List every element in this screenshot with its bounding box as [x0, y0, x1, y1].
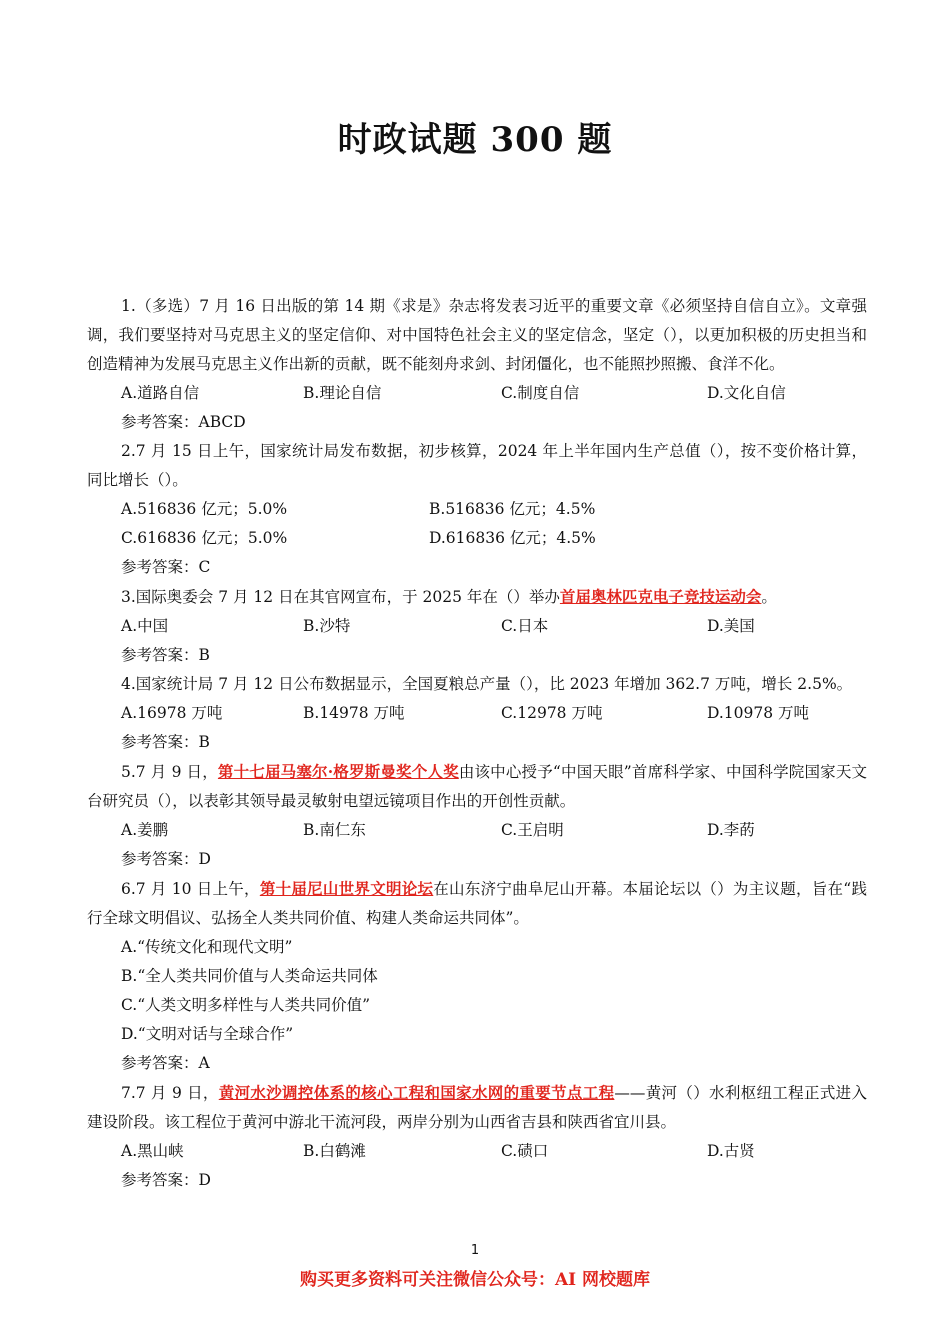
question-2-answer: 参考答案：C: [121, 558, 211, 576]
question-3-text-pre: 3.国际奥委会 7 月 12 日在其官网宣布，于 2025 年在（）举办: [121, 588, 560, 606]
option-c: C.12978 万吨: [501, 704, 603, 722]
option-d: D.古贤: [707, 1142, 755, 1160]
page-title: 时政试题 300 题: [337, 120, 613, 160]
question-5-answer: 参考答案：D: [121, 850, 211, 868]
option-b: B.“全人类共同价值与人类命运共同体: [121, 967, 378, 985]
option-d: D.美国: [707, 617, 755, 635]
question-7-text-pre: 7.7 月 9 日，: [121, 1084, 219, 1102]
question-3-text-post: 。: [761, 588, 777, 606]
option-d: D.李菂: [707, 821, 755, 839]
option-c: C.碛口: [501, 1142, 549, 1160]
option-a: A.中国: [121, 617, 169, 635]
option-b: B.14978 万吨: [303, 704, 405, 722]
option-c: C.制度自信: [501, 384, 580, 402]
option-d: D.616836 亿元；4.5%: [429, 529, 596, 547]
option-b: B.理论自信: [303, 384, 382, 402]
question-2-options-row-2: [87, 524, 867, 553]
option-a: A.16978 万吨: [121, 704, 223, 722]
question-6-highlight-link[interactable]: 第十届尼山世界文明论坛: [259, 879, 434, 898]
question-1-answer: 参考答案：ABCD: [121, 413, 246, 431]
question-5-highlight-link[interactable]: 第十七届马塞尔·格罗斯曼奖个人奖: [217, 762, 459, 781]
question-4: [87, 670, 867, 757]
option-b: B.白鹤滩: [303, 1142, 366, 1160]
option-c: C.王启明: [501, 821, 564, 839]
question-3-answer: 参考答案：B: [121, 646, 210, 664]
question-5-text-pre: 5.7 月 9 日，: [121, 763, 218, 781]
question-5-text: [87, 757, 867, 816]
option-b: B.沙特: [303, 617, 351, 635]
question-2: [87, 437, 867, 582]
option-c: C.日本: [501, 617, 549, 635]
option-c: C.“人类文明多样性与人类共同价值”: [121, 996, 371, 1014]
question-7-text: [87, 1078, 867, 1137]
question-4-options: [87, 699, 867, 728]
option-a: A.“传统文化和现代文明”: [121, 938, 293, 956]
question-4-text: 4.国家统计局 7 月 12 日公布数据显示，全国夏粮总产量（），比 2023 年增加 362.7 万吨，增长 2.5%。: [121, 675, 853, 693]
question-3-text: [87, 582, 867, 612]
option-c: C.616836 亿元；5.0%: [121, 529, 288, 547]
question-6-text-post: 在山东济宁曲阜尼山开幕。本届论坛以（）为主议题，旨在“践行全球文明倡议、弘扬全人类共同价值、构建人类命运共同体”。: [87, 880, 867, 927]
question-5: [87, 757, 867, 874]
option-b: B.南仁东: [303, 821, 366, 839]
option-a: A.姜鹏: [121, 821, 169, 839]
question-6: [87, 874, 867, 1078]
question-2-options-row-1: [87, 495, 867, 524]
option-d: D.文化自信: [707, 384, 786, 402]
option-d: D.10978 万吨: [707, 704, 810, 722]
question-3-highlight-link[interactable]: 首届奥林匹克电子竞技运动会: [559, 587, 762, 606]
question-7-highlight-link[interactable]: 黄河水沙调控体系的核心工程和国家水网的重要节点工程: [218, 1083, 615, 1102]
question-6-text-pre: 6.7 月 10 日上午，: [121, 880, 260, 898]
question-4-answer: 参考答案：B: [121, 733, 210, 751]
question-1-options: [87, 379, 867, 408]
footer-promo: 购买更多资料可关注微信公众号：AI 网校题库: [299, 1270, 651, 1290]
question-7-text-post: ——黄河（）水利枢纽工程正式进入建设阶段。该工程位于黄河中游北干流河段，两岸分别为山西省吉县和陕西省宜川县。: [87, 1084, 867, 1131]
question-3: [87, 582, 867, 670]
question-6-text: [87, 874, 867, 933]
question-1: [87, 292, 867, 437]
page-number: 1: [470, 1243, 480, 1258]
question-7-options: [87, 1137, 867, 1166]
question-7: [87, 1078, 867, 1195]
question-3-options: [87, 612, 867, 641]
question-7-answer: 参考答案：D: [121, 1171, 211, 1189]
option-a: A.516836 亿元；5.0%: [121, 500, 288, 518]
option-d: D.“文明对话与全球合作”: [121, 1025, 294, 1043]
option-b: B.516836 亿元；4.5%: [429, 500, 596, 518]
question-5-options: [87, 816, 867, 845]
question-1-text: 1.（多选）7 月 16 日出版的第 14 期《求是》杂志将发表习近平的重要文章《必须坚持自信自立》。文章强调，我们要坚持对马克思主义的坚定信仰、对中国特色社会主义的坚定信念，坚定（），以更加积极的历史担当和创造精神为发展马克思主义作出新的贡献，既不能刻舟求剑、封闭僵化，也不能照抄照搬、食洋不化。: [87, 297, 867, 373]
option-a: A.黑山峡: [121, 1142, 184, 1160]
option-a: A.道路自信: [121, 384, 200, 402]
question-2-text: 2.7 月 15 日上午，国家统计局发布数据，初步核算，2024 年上半年国内生产总值（），按不变价格计算，同比增长（）。: [87, 442, 867, 489]
question-5-text-post: 由该中心授予“中国天眼”首席科学家、中国科学院国家天文台研究员（），以表彰其领导最灵敏射电望远镜项目作出的开创性贡献。: [87, 763, 868, 810]
question-6-answer: 参考答案：A: [121, 1054, 210, 1072]
question-list: [87, 292, 867, 1195]
